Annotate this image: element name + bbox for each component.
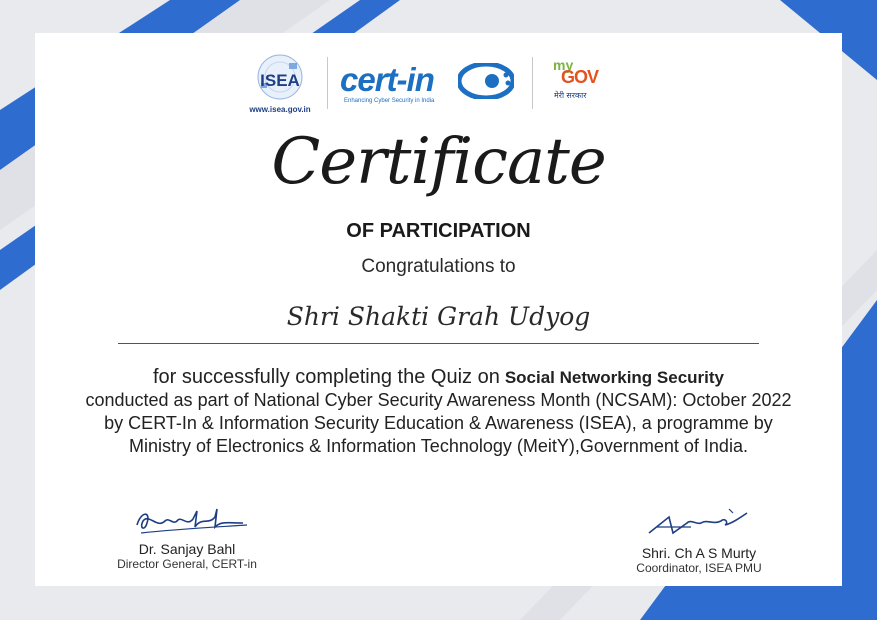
signature-murty <box>629 503 769 543</box>
body-rest: conducted as part of National Cyber Security Awareness Month (NCSAM): October 2022 by CERT-In & Information Security Education & Awareness (ISEA), a programme by Ministry of Electronics & Information Technology (MeitY),Government of India. <box>85 390 792 456</box>
signatory-left-name: Dr. Sanjay Bahl <box>138 541 236 557</box>
congratulations-text: Congratulations to <box>361 256 516 277</box>
mygov-logo <box>547 57 617 113</box>
signatory-left <box>87 503 287 571</box>
signatory-right-name: Shri. Ch A S Murty <box>641 545 757 561</box>
logo-divider <box>532 57 533 109</box>
certin-tagline: Enhancing Cyber Security in India <box>344 98 435 104</box>
body-lead: for successfully completing the Quiz on <box>152 366 500 388</box>
quiz-topic: Social Networking Security <box>504 368 725 387</box>
certin-logo-text: cert-in <box>340 61 434 98</box>
certin-swirl-icon <box>458 63 514 99</box>
logo-row <box>35 53 842 123</box>
recipient-underline <box>118 343 759 344</box>
logo-divider <box>327 57 328 109</box>
certificate-subtitle: OF PARTICIPATION <box>346 220 531 242</box>
signatory-left-role: Director General, CERT-in <box>117 557 257 571</box>
mygov-subtitle: मेरी सरकार <box>554 91 587 100</box>
isea-logo-text: ISEA <box>260 71 300 90</box>
isea-emblem-icon <box>245 53 315 105</box>
certin-logo <box>340 61 515 109</box>
mygov-my-text: my <box>553 57 574 73</box>
certificate-card <box>35 33 842 586</box>
isea-url: www.isea.gov.in <box>249 105 311 114</box>
recipient-name: Shri Shakti Grah Udyog <box>286 302 591 331</box>
signatory-right <box>599 503 799 575</box>
signature-sanjay-bahl <box>117 503 257 539</box>
signatory-right-role: Coordinator, ISEA PMU <box>636 561 762 575</box>
certificate-body <box>75 366 802 458</box>
mygov-gov-text: GOV <box>561 67 599 87</box>
isea-logo <box>245 53 315 119</box>
certificate-title: Certificate <box>271 125 606 199</box>
